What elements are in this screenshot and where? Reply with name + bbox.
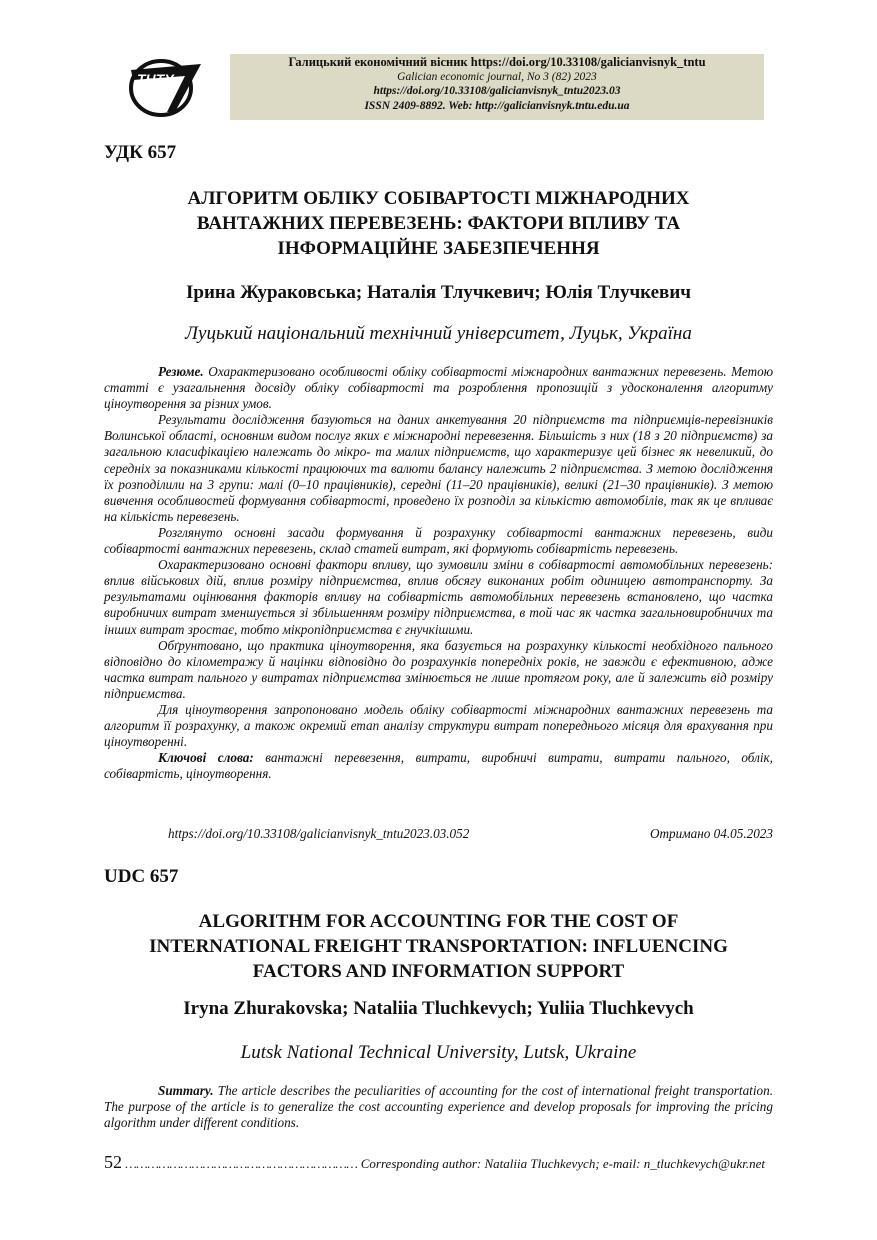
logo-text: ТНТУ [137,71,174,87]
journal-header [230,54,764,120]
keywords-text: вантажні перевезення, витрати, виробничі витрати, витрати пального, облік, собівартість, ціноутворення. [104,750,773,782]
summary-text: The article describes the peculiarities of accounting for the cost of international freight transportation. The purpose of the article is to generalize the cost accounting experience and develop proposals for improving the pricing algorithm under different conditions. [104,1083,773,1131]
abstract-paragraph: Охарактеризовано основні фактори впливу, що зумовили зміни в собівартості автомобільних перевезень: вплив військових дій, вплив розміру підприємства, вплив обсягу виконаних робіт одиницею автотранспорту. За результатами оцінювання факторів впливу на собівартість автомобільних перевезень встановлено, що частка виробничих витрат зменшується зі збільшенням розміру підприємства, в той час як частка загальновиробничих та інших витрат зростає, тобто мікропідприємства є гнучкішими. [104,557,773,637]
title-ua-line2: ВАНТАЖНИХ ПЕРЕВЕЗЕНЬ: ФАКТОРИ ВПЛИВУ ТА [196,213,681,234]
journal-logo [127,50,205,120]
title-ua-line1: АЛГОРИТМ ОБЛІКУ СОБІВАРТОСТІ МІЖНАРОДНИХ [187,188,690,209]
keywords-label: Ключові слова: [158,750,254,766]
authors-en: Iryna Zhurakovska; Nataliia Tluchkevych; Yuliia Tluchkevych [183,998,694,1019]
page-footer [104,1152,784,1173]
udc-ua: УДК 657 [104,142,177,163]
title-en-line2: INTERNATIONAL FREIGHT TRANSPORTATION: INFLUENCING [149,936,728,957]
summary-en [104,1083,773,1131]
article-title-en [104,909,773,984]
abstract-paragraph: Розглянуто основні засади формування й розрахунку собівартості вантажних перевезень, види собівартості вантажних перевезень, склад статей витрат, які формують собівартість перевезень. [104,524,773,557]
journal-header-line4 [230,99,764,114]
corresponding-author: Corresponding author: Nataliia Tluchkevych; e-mail: n_tluchkevych@ukr.net [360,1156,766,1171]
page-number: 52 [104,1152,122,1172]
journal-header-line3: https://doi.org/10.33108/galicianvisnyk_tntu2023.03 [373,85,621,97]
keywords-paragraph [104,750,773,782]
abstract-text: Охарактеризовано особливості обліку собівартості міжнародних вантажних перевезень. Метою статті є узагальнення досвіду обліку собівартості та розроблення пропозицій з удосконалення алгоритму ціноутворення за різних умов. [104,364,773,412]
title-en-line1: ALGORITHM FOR ACCOUNTING FOR THE COST OF [198,911,679,932]
journal-website-link[interactable]: http://galicianvisnyk.tntu.edu.ua [475,99,630,112]
issn-text: ISSN 2409-8892. Web: [364,99,476,112]
affiliation-ua: Луцький національний технічний університет, Луцьк, Україна [185,323,692,344]
abstract-paragraph: Результати дослідження базуються на даних анкетування 20 підприємств та підприємців-перевізників Волинської області, основним видом послуг яких є міжнародні перевезення. Більшість з них (18 з 20 підприємств) за загальною класифікацією належать до мікро- та малих підприємств, що характеризує цей бізнес як невеликий, до середніх за показниками кількості працюючих та валюти балансу належить 2 підприємства. З метою дослідження їх розподілили на 3 групи: малі (0–10 працівників), середні (11–20 працівників), великі (21–30 працівників). З метою вивчення особливостей формування собівартості, проведено їх розподіл за кількістю автомобілів, так як це впливає на кількість перевезень. [104,412,773,524]
article-doi-link[interactable]: https://doi.org/10.33108/galicianvisnyk_tntu2023.03.052 [168,826,470,841]
abstract-ua [104,364,773,782]
authors-ua: Ірина Жураковська; Наталія Тлучкевич; Юлія Тлучкевич [186,282,691,303]
title-ua-line3: ІНФОРМАЦІЙНЕ ЗАБЕЗПЕЧЕННЯ [277,238,600,259]
journal-header-line2: Galician economic journal, No 3 (82) 2023 [397,70,597,83]
abstract-paragraph [104,364,773,412]
abstract-label: Резюме. [158,364,204,379]
footer-dots: ……………………………………………………… [125,1156,358,1171]
article-title-ua [104,186,773,261]
summary-label: Summary. [158,1083,214,1098]
affiliation-en: Lutsk National Technical University, Lutsk, Ukraine [240,1042,637,1063]
udc-en: UDC 657 [104,866,179,887]
received-date: Отримано 04.05.2023 [649,826,773,841]
summary-paragraph [104,1083,773,1131]
abstract-paragraph: Обґрунтовано, що практика ціноутворення, яка базується на розрахунку кількості необхідного пального відповідно до кілометражу й націнки відповідно до розрахунків попередніх років, не завжди є ефективною, адже частка витрат пального у витратах підприємства змінюється не лише протягом року, але й залежить від розміру підприємства. [104,637,773,701]
abstract-paragraph: Для ціноутворення запропоновано модель обліку собівартості міжнародних вантажних перевезень та алгоритм її розрахунку, а також окремий етап аналізу структури витрат попереднього місяця для врахування при ціноутворенні. [104,701,773,750]
journal-header-line1: Галицький економічний вісник https://doi.org/10.33108/galicianvisnyk_tntu [288,55,706,69]
title-en-line3: FACTORS AND INFORMATION SUPPORT [252,961,625,982]
